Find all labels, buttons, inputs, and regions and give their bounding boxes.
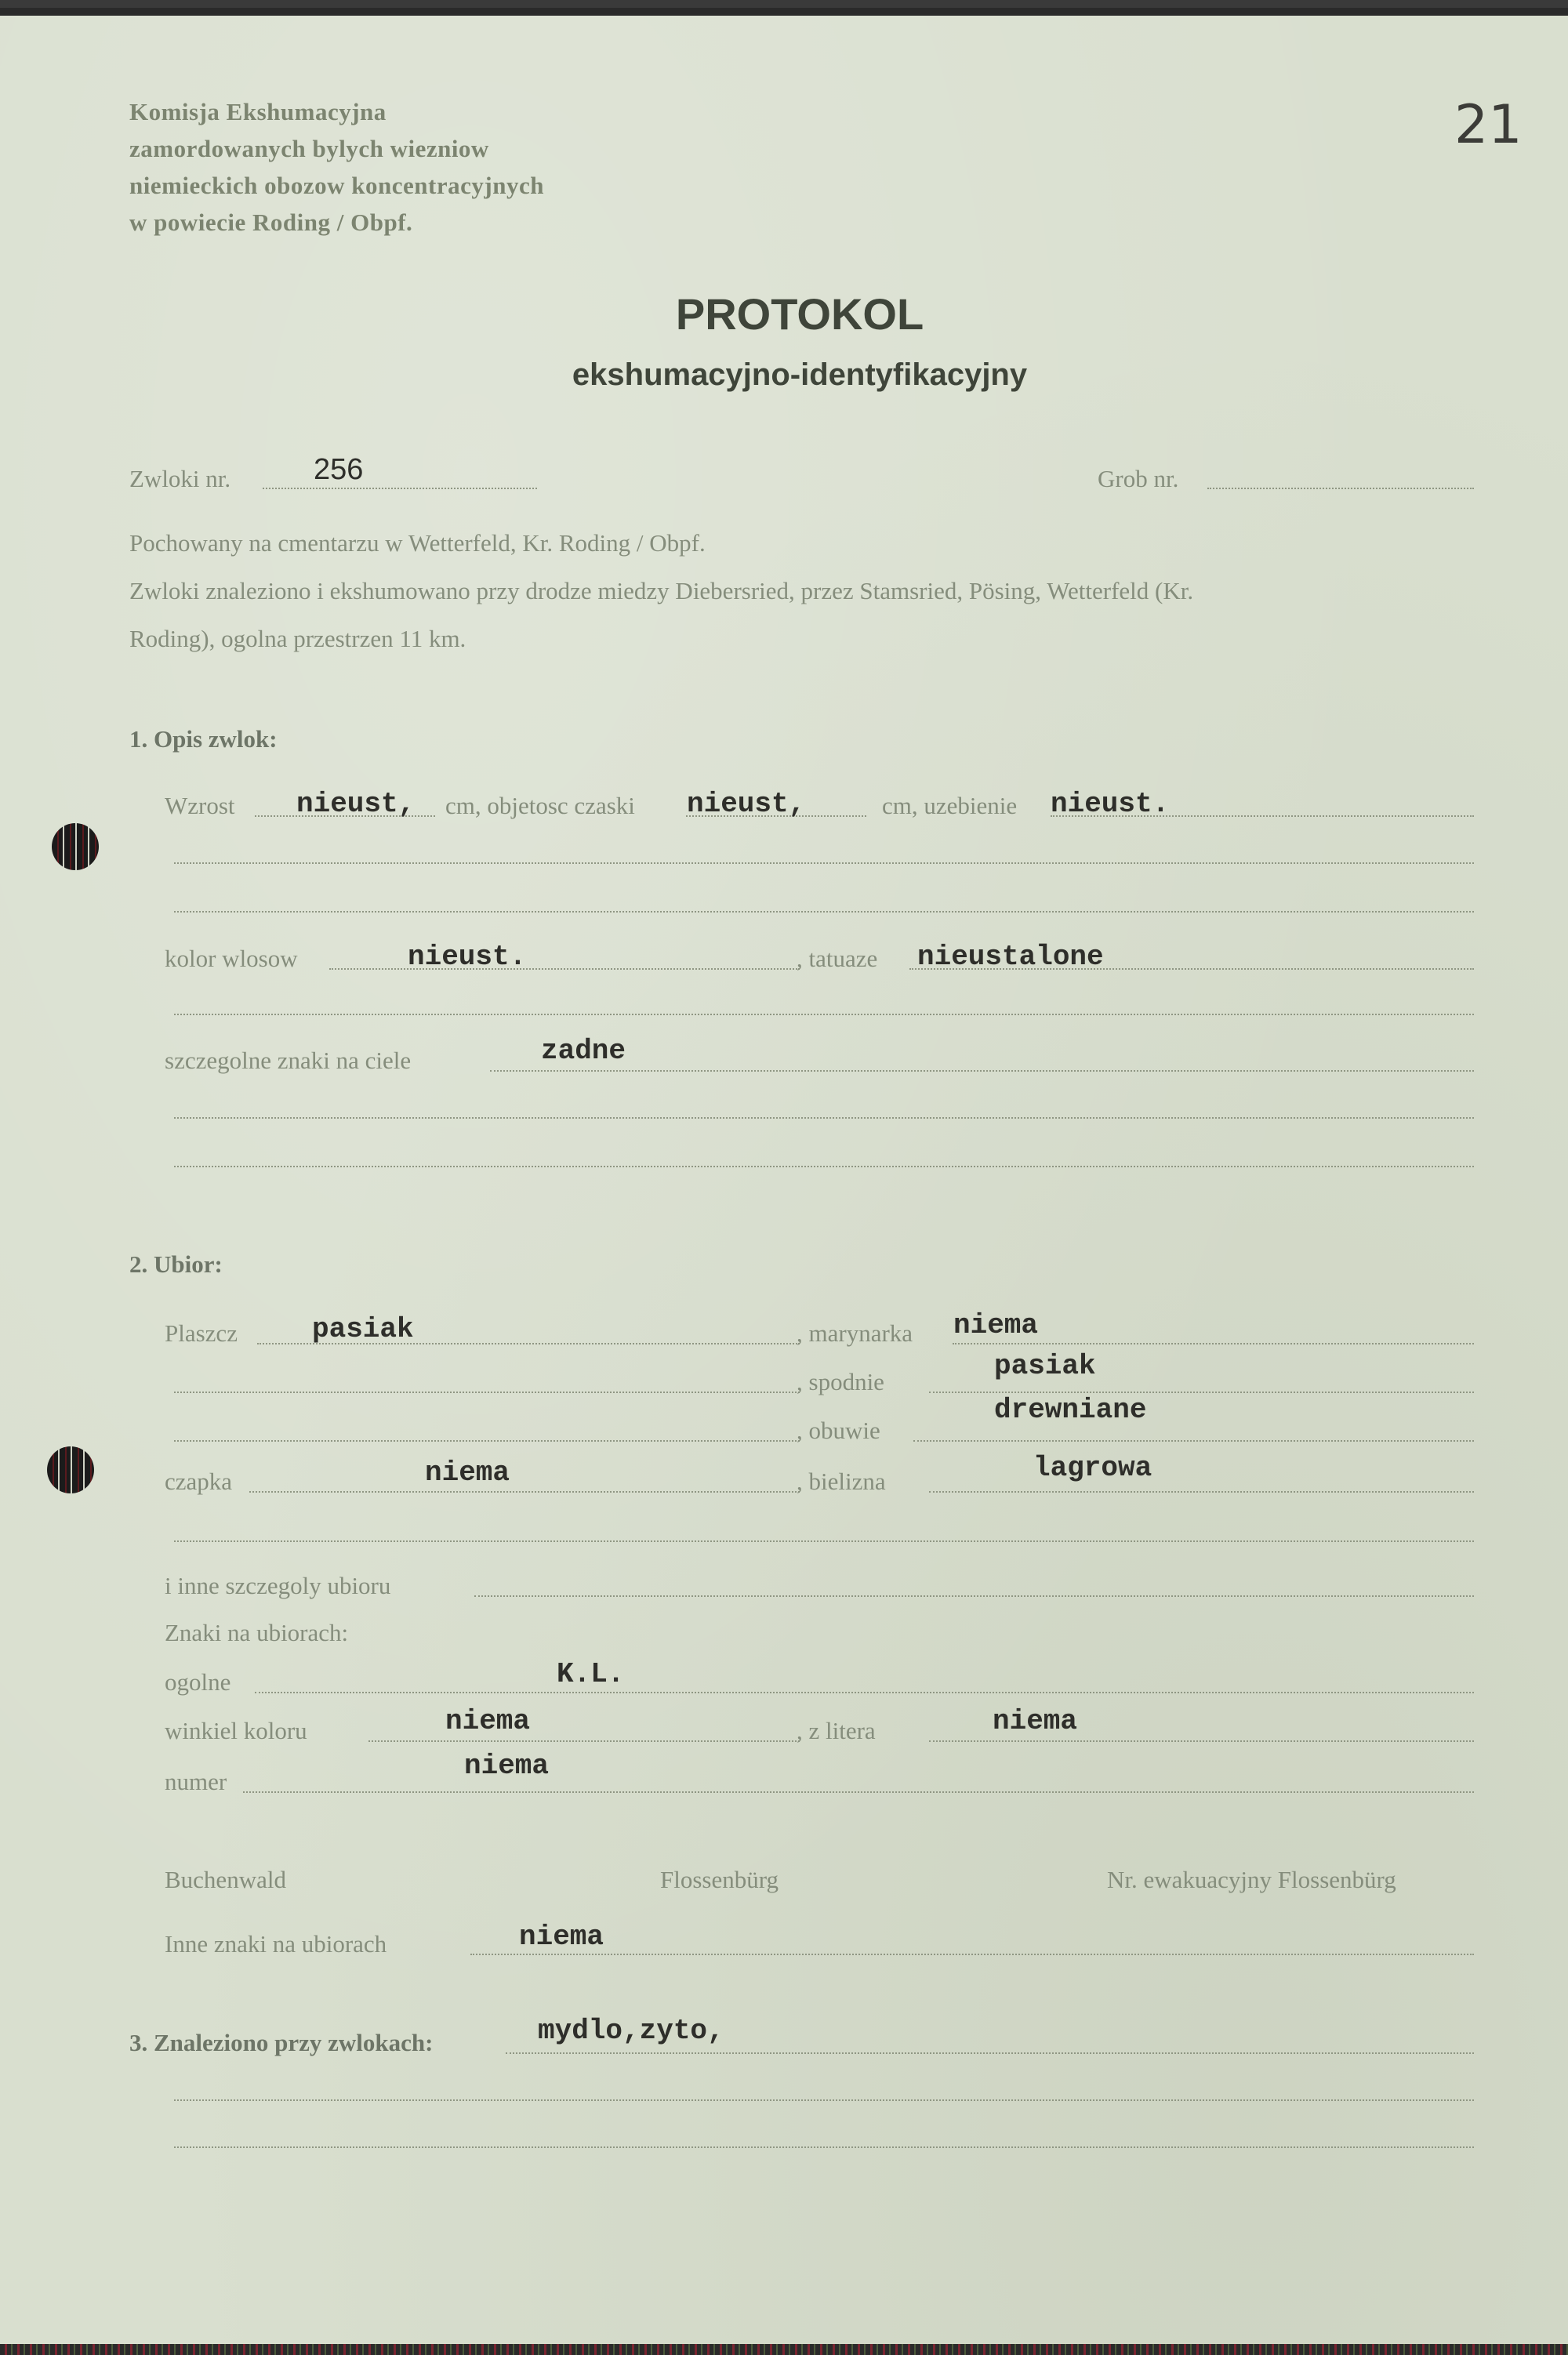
tatuaze-label: , tatuaze bbox=[797, 945, 878, 972]
header-line-4: w powiecie Roding / Obpf. bbox=[129, 209, 413, 236]
grob-label: Grob nr. bbox=[1098, 465, 1179, 492]
nr-ewakuacyjny-label: Nr. ewakuacyjny Flossenbürg bbox=[1107, 1866, 1396, 1893]
inne-znaki-label: Inne znaki na ubiorach bbox=[165, 1930, 387, 1958]
winkiel-koloru-label: winkiel koloru bbox=[165, 1717, 307, 1744]
punch-hole-upper bbox=[52, 823, 99, 870]
header-line-3: niemieckich obozow koncentracyjnych bbox=[129, 172, 544, 199]
czapka-label: czapka bbox=[165, 1468, 233, 1495]
numer-label: numer bbox=[165, 1768, 227, 1795]
document-subtitle: ekshumacyjno-identyfikacyjny bbox=[572, 357, 1028, 392]
czapka-value: niema bbox=[425, 1457, 510, 1489]
obuwie-value: drewniane bbox=[994, 1394, 1147, 1426]
document-page bbox=[0, 8, 1568, 2344]
document-title: PROTOKOL bbox=[675, 289, 924, 339]
found-location-line1: Zwloki znaleziono i ekshumowano przy drodze miedzy Diebersried, przez Stamsried, Pösing, Wetterfeld (Kr. bbox=[129, 577, 1194, 604]
znaki-na-ciele-value: zadne bbox=[541, 1035, 626, 1067]
section2-heading: 2. Ubior: bbox=[129, 1250, 223, 1278]
znaki-na-ubiorach-label: Znaki na ubiorach: bbox=[165, 1619, 349, 1646]
kolor-wlosow-label: kolor wlosow bbox=[165, 945, 298, 972]
header-line-1: Komisja Ekshumacyjna bbox=[129, 98, 387, 125]
numer-value: niema bbox=[464, 1750, 550, 1782]
marynarka-label: , marynarka bbox=[797, 1319, 913, 1347]
section3-value: mydlo,zyto, bbox=[538, 2015, 724, 2047]
wzrost-label: Wzrost bbox=[165, 792, 235, 819]
plaszcz-label: Plaszcz bbox=[165, 1319, 238, 1347]
znaki-na-ciele-label: szczegolne znaki na ciele bbox=[165, 1047, 412, 1074]
section1-heading: 1. Opis zwlok: bbox=[129, 725, 278, 753]
zwloki-label: Zwloki nr. bbox=[129, 465, 231, 492]
uzebienie-value: nieust. bbox=[1051, 788, 1170, 820]
z-litera-value: niema bbox=[993, 1705, 1078, 1737]
spodnie-value: pasiak bbox=[994, 1350, 1096, 1382]
obuwie-label: , obuwie bbox=[797, 1417, 880, 1444]
cm-uzebienie-label: cm, uzebienie bbox=[882, 792, 1018, 819]
tatuaze-value: nieustalone bbox=[917, 941, 1104, 973]
winkiel-koloru-value: niema bbox=[445, 1705, 531, 1737]
top-edge bbox=[0, 8, 1568, 16]
header-line-2: zamordowanych bylych wiezniow bbox=[129, 135, 489, 162]
kolor-wlosow-value: nieust. bbox=[408, 941, 527, 973]
zwloki-number: 256 bbox=[314, 453, 364, 486]
section3-heading: 3. Znaleziono przy zwlokach: bbox=[129, 2029, 434, 2056]
ogolne-label: ogolne bbox=[165, 1668, 231, 1696]
inne-szczegoly-label: i inne szczegoly ubioru bbox=[165, 1572, 391, 1599]
buchenwald-label: Buchenwald bbox=[165, 1866, 286, 1893]
czaszka-value: nieust, bbox=[687, 788, 806, 820]
cm-objetosc-label: cm, objetosc czaski bbox=[445, 792, 635, 819]
z-litera-label: , z litera bbox=[797, 1717, 876, 1744]
marynarka-value: niema bbox=[953, 1309, 1039, 1341]
page-number: 21 bbox=[1454, 94, 1523, 156]
plaszcz-value: pasiak bbox=[312, 1313, 414, 1345]
wzrost-value: nieust, bbox=[296, 788, 416, 820]
flossenburg-label: Flossenbürg bbox=[660, 1866, 779, 1893]
found-location-line2: Roding), ogolna przestrzen 11 km. bbox=[129, 625, 466, 652]
bottom-edge bbox=[0, 2344, 1568, 2355]
ogolne-value: K.L. bbox=[557, 1658, 625, 1690]
punch-hole-lower bbox=[47, 1446, 94, 1493]
bielizna-label: , bielizna bbox=[797, 1468, 886, 1495]
bielizna-value: lagrowa bbox=[1033, 1452, 1152, 1484]
burial-place: Pochowany na cmentarzu w Wetterfeld, Kr. Roding / Obpf. bbox=[129, 529, 706, 557]
spodnie-label: , spodnie bbox=[797, 1368, 884, 1395]
inne-znaki-value: niema bbox=[519, 1921, 604, 1953]
